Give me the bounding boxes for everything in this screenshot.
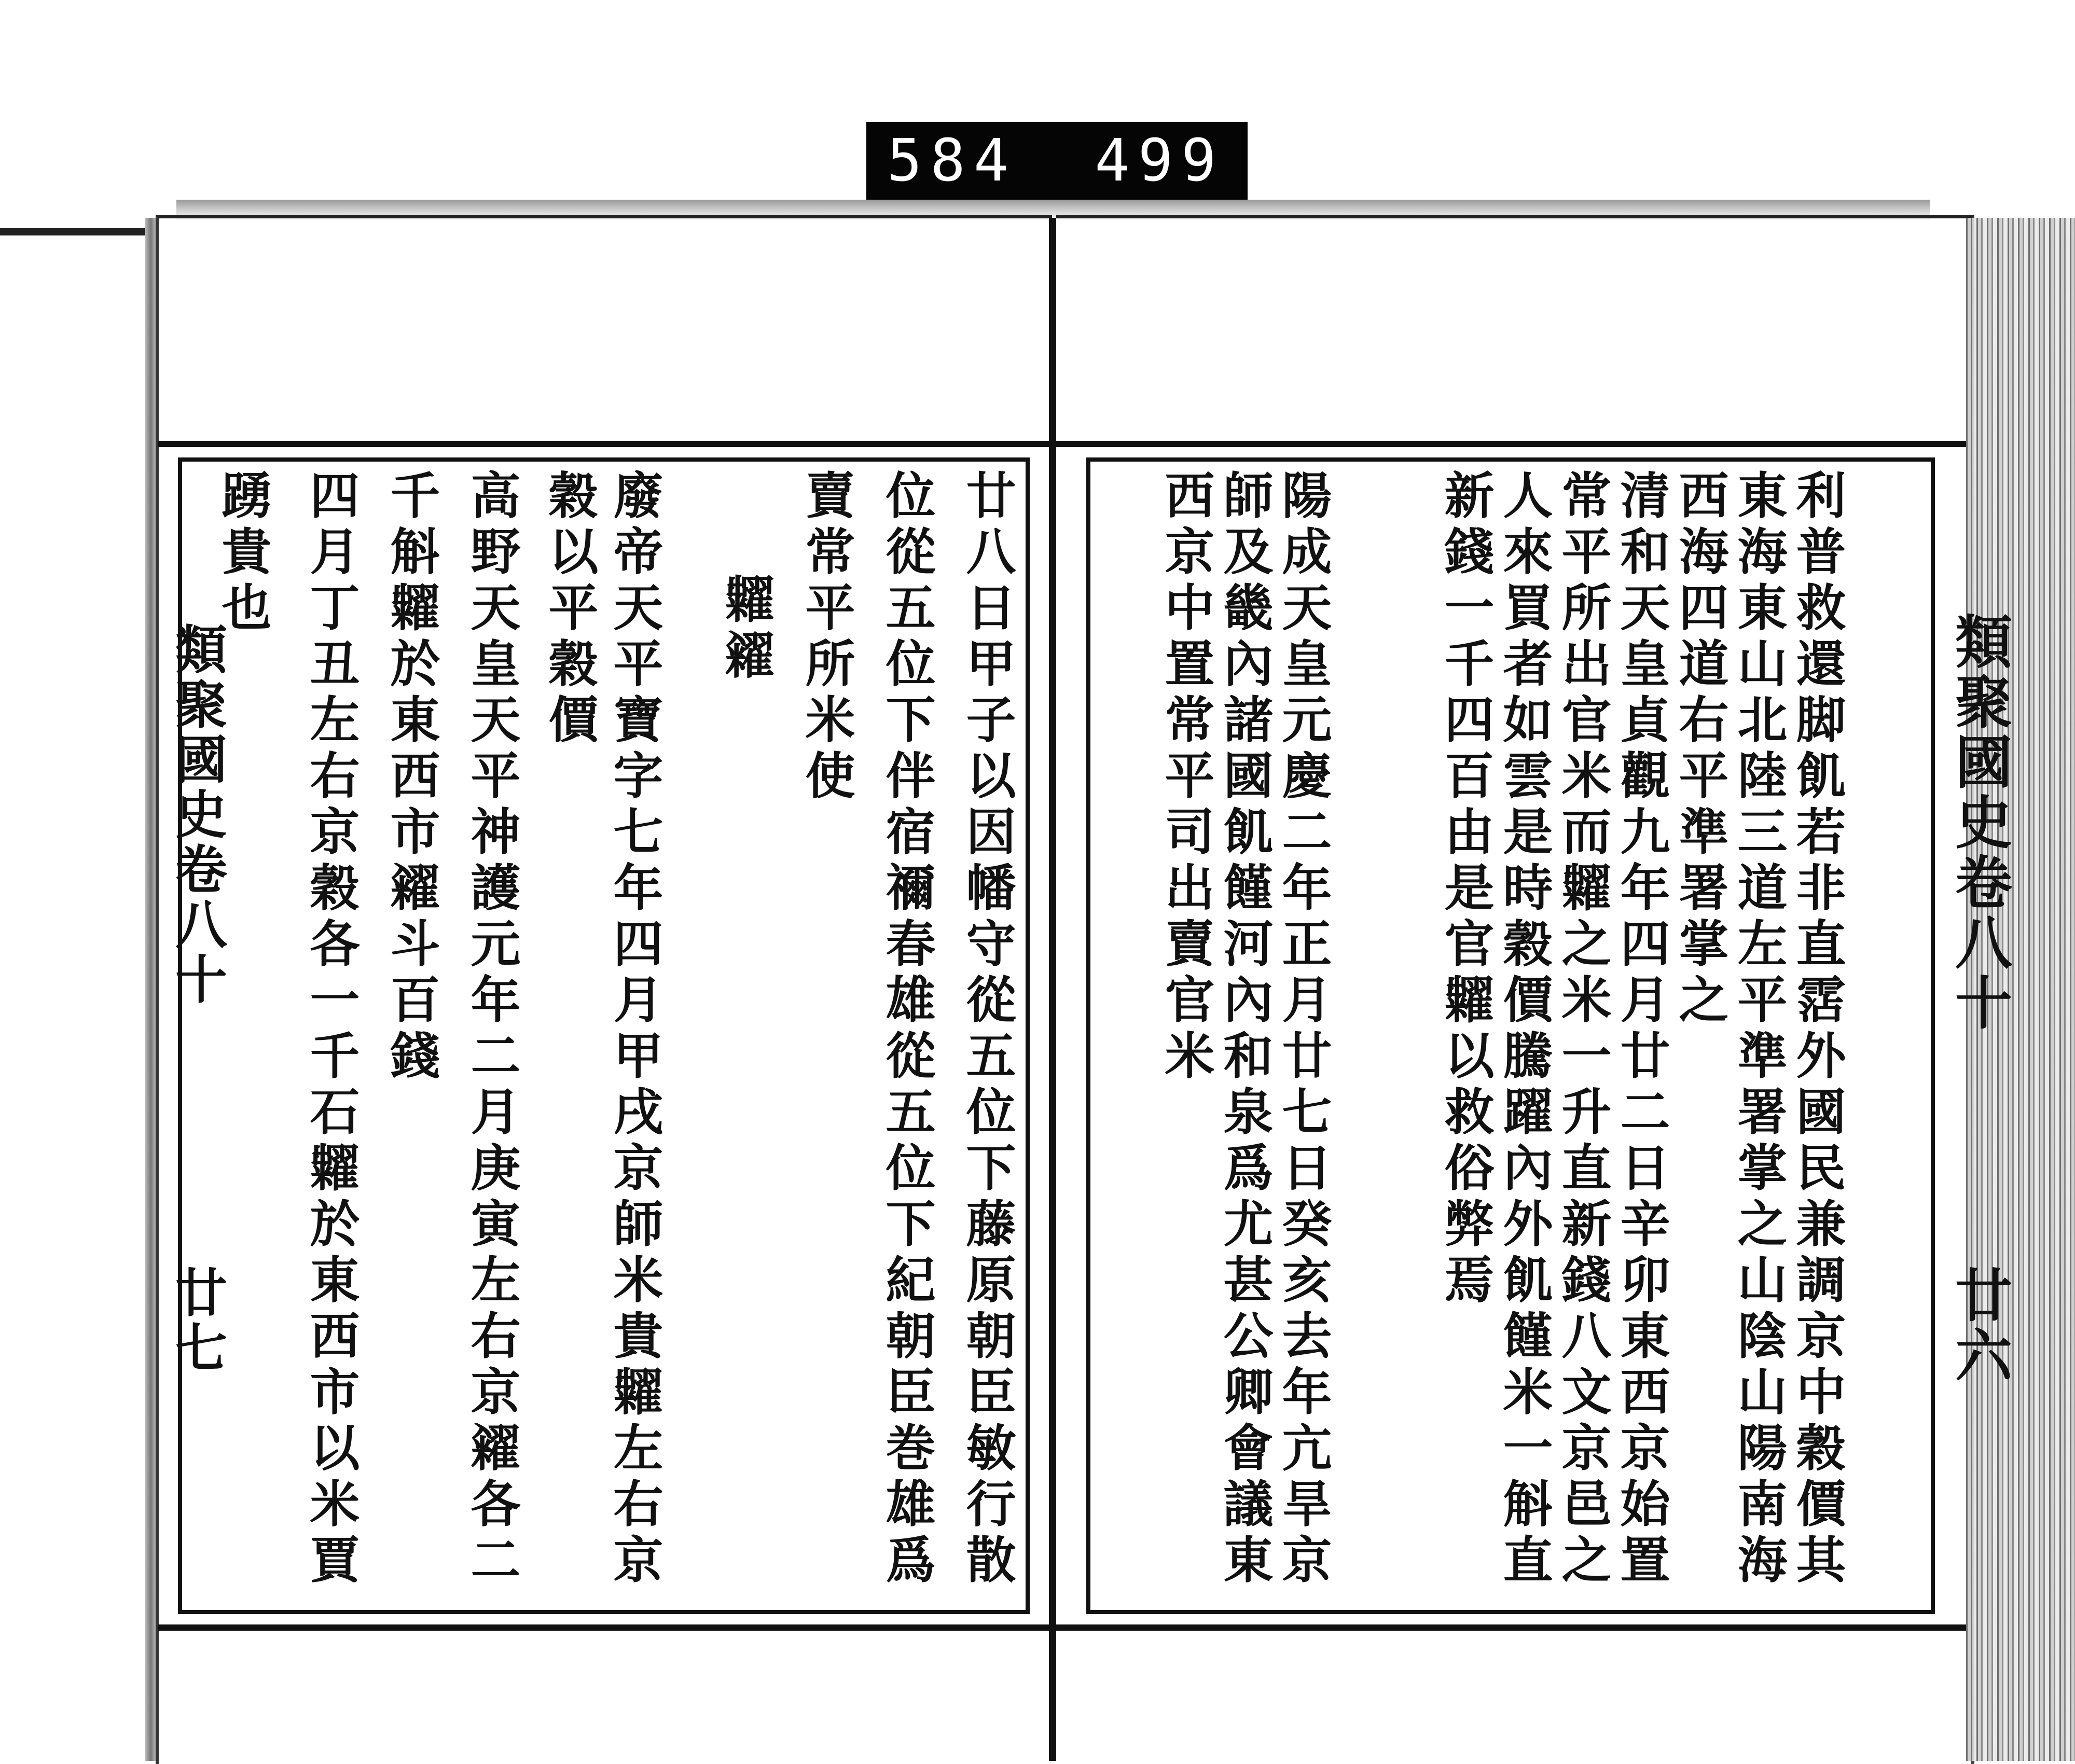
right-col-8: 陽成天皇元慶二年正月廿七日癸亥去年亢旱京 (1274, 469, 1333, 1590)
right-col-10: 西京中置常平司出賣官米 (1157, 469, 1215, 1086)
right-col-7: 新錢一千四百由是官糶以救俗弊焉 (1436, 469, 1495, 1310)
right-col-6: 人來買者如雲是時穀價騰躍內外飢饉米一斛直 (1495, 469, 1554, 1590)
left-col-10: 踴貴也 (214, 469, 272, 637)
left-page-number: 廿七 (167, 1266, 228, 1376)
left-col-5: 廢帝天平寶字七年四月甲戌京師米貴糶左右京 (605, 469, 664, 1590)
left-col-1: 廿八日甲子以因幡守從五位下藤原朝臣敏行散 (958, 469, 1017, 1590)
left-col-9: 四月丁丑左右京穀各一千石糶於東西市以米賈 (302, 469, 361, 1590)
left-col-4: 糶糴 (717, 573, 776, 685)
right-col-5: 常平所出官米而糶之米一升直新錢八文京邑之 (1554, 469, 1612, 1590)
left-col-7: 高野天皇天平神護元年二月庚寅左右京糴各二 (463, 469, 521, 1590)
left-col-8: 千斛糶於東西市糴斗百錢 (382, 469, 441, 1086)
left-col-6: 穀以平穀價 (541, 469, 599, 749)
right-col-2: 東海東山北陸三道左平準署掌之山陰山陽南海 (1730, 469, 1788, 1590)
archive-label (866, 122, 1248, 200)
left-gutter-title: 類聚國史卷八十 (167, 622, 228, 1007)
archive-number-right: 499 (1095, 127, 1225, 195)
right-col-1: 利普救還脚飢若非直霑外國民兼調京中穀價其 (1788, 469, 1847, 1590)
right-col-4: 清和天皇貞觀九年四月廿二日辛卯東西京始置 (1612, 469, 1671, 1590)
left-col-3: 賣常平所米使 (797, 469, 856, 805)
rule-left (0, 228, 156, 235)
right-gutter-title: 類聚國史卷八十 (1946, 612, 2013, 1033)
right-col-9: 師及畿內諸國飢饉河內和泉爲尤甚公卿會議東 (1215, 469, 1274, 1590)
right-col-3: 西海四道右平準署掌之 (1671, 469, 1730, 1030)
left-col-2: 位從五位下伴宿禰春雄從五位下紀朝臣巻雄爲 (878, 469, 936, 1590)
archive-number-left: 584 (887, 127, 1017, 195)
right-page-number: 廿六 (1946, 1266, 2013, 1386)
